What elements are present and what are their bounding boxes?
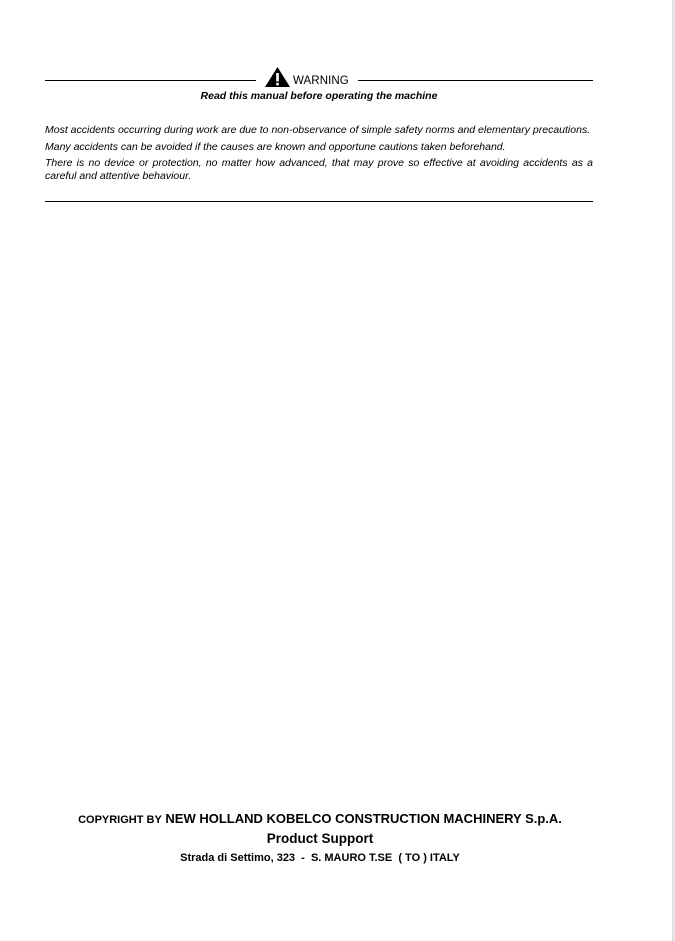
copyright-footer <box>0 810 640 867</box>
warning-body <box>45 124 593 186</box>
copyright-line <box>0 810 640 829</box>
company-name: NEW HOLLAND KOBELCO CONSTRUCTION MACHINERY S.p.A. <box>165 811 562 826</box>
warning-paragraph: Many accidents can be avoided if the causes are known and opportune cautions taken beforehand. <box>45 140 506 153</box>
warning-triangle-icon <box>264 66 291 88</box>
warning-heading <box>264 66 349 88</box>
warning-paragraph: There is no device or protection, no matter how advanced, that may prove so effective at avoiding accidents as a careful and attentive behaviour. <box>45 157 593 182</box>
warning-label: WARNING <box>293 74 349 87</box>
company-address: Strada di Settimo, 323 - S. MAURO T.SE ( TO ) ITALY <box>180 852 460 864</box>
department-name: Product Support <box>266 831 374 846</box>
warning-paragraph: Most accidents occurring during work are due to non-observance of simple safety norms and elementary precautions. <box>45 124 591 136</box>
warning-rule-right <box>358 80 593 81</box>
warning-subtitle: Read this manual before operating the machine <box>200 90 438 102</box>
warning-rule-left <box>45 80 256 81</box>
warning-rule-bottom <box>45 201 593 202</box>
copyright-prefix: COPYRIGHT BY <box>78 814 162 826</box>
